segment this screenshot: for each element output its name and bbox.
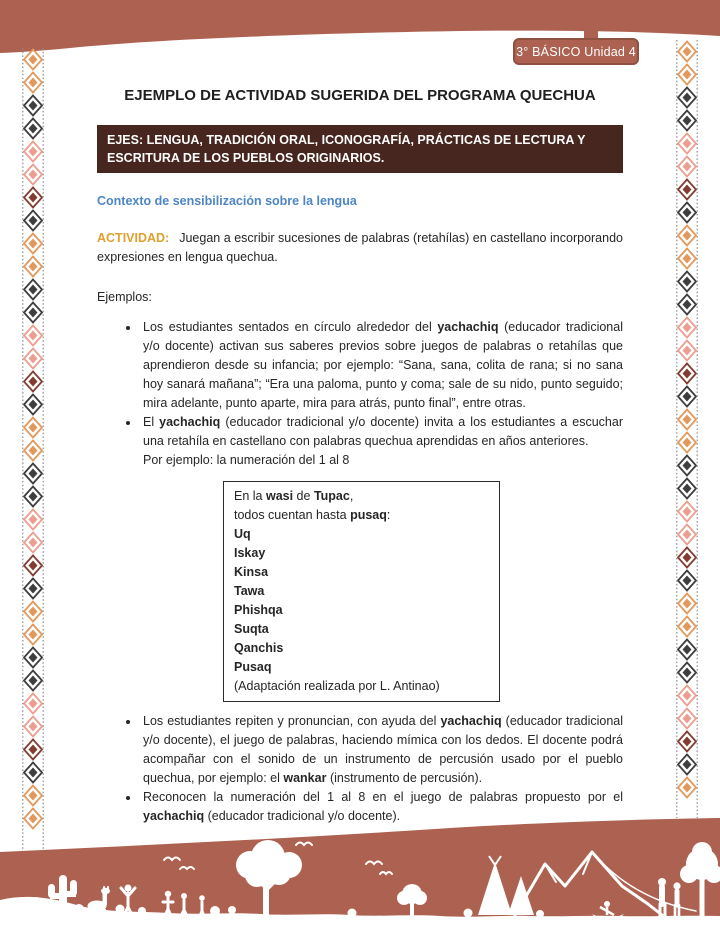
box-line: Phishqa (234, 603, 283, 617)
box-line: Kinsa (234, 565, 269, 579)
box-line: todos cuentan hasta pusaq: (234, 508, 391, 522)
box-line: Tawa (234, 584, 265, 598)
examples-label: Ejemplos: (97, 290, 152, 304)
bullet-item: • Reconocen la numeración del 1 al 8 en el juego de palabras propuesto por el yachachiq (educador tradicional y/o docente). (140, 788, 623, 826)
example-bullet-list (97, 318, 623, 470)
activity-paragraph (97, 229, 623, 267)
box-line: Suqta (234, 622, 269, 636)
example-bullet-list (97, 712, 623, 826)
box-line: En la wasi de Tupac, (234, 489, 354, 503)
quechua-numbers-box (223, 481, 500, 702)
ejes-banner: EJES: LENGUA, TRADICIÓN ORAL, ICONOGRAFÍA, PRÁCTICAS DE LECTURA Y ESCRITURA DE LOS PUEBLOS ORIGINARIOS. (97, 125, 623, 173)
box-line: (Adaptación realizada por L. Antinao) (234, 679, 440, 693)
box-line: Uq (234, 527, 251, 541)
box-line: Pusaq (234, 660, 272, 674)
box-line: Iskay (234, 546, 266, 560)
page-title: EJEMPLO DE ACTIVIDAD SUGERIDA DEL PROGRAMA QUECHUA (124, 87, 596, 104)
unit-label: 3° BÁSICO Unidad 4 (516, 44, 636, 59)
footer-illustration (0, 812, 720, 932)
bullet-item: • Los estudiantes sentados en círculo alrededor del yachachiq (educador tradicional y/o docente) activan sus saberes previos sobre juegos de palabras o retahílas que aprendieron desde su infancia; por ejemplo: “Sana, sana, colita de rana; si no sana hoy sanará mañana”; “Era una paloma, punto y coma; sale de su nido, punto seguido; mira adelante, punto aparte, mira para atrás, punto final”, entre otras. (140, 318, 623, 413)
bullet-item: • El yachachiq (educador tradicional y/o docente) invita a los estudiantes a escuchar una retahíla en castellano con palabras quechua aprendidas en años anteriores. Por ejemplo: la numeración del 1 al 8 (140, 413, 623, 470)
activity-text: Juegan a escribir sucesiones de palabras (retahílas) en castellano incorporando expresiones en lengua quechua. (97, 231, 623, 264)
context-heading: Contexto de sensibilización sobre la lengua (97, 194, 357, 208)
box-line: Qanchis (234, 641, 284, 655)
activity-label: ACTIVIDAD: (97, 231, 170, 245)
bullet-item: • Los estudiantes repiten y pronuncian, con ayuda del yachachiq (educador tradicional y/o docente), el juego de palabras, haciendo mímica con los dedos. El docente podrá acompañar con el sonido de un instrumento de percusión usado por el pueblo quechua, por ejemplo: el wankar (instrumento de percusión). (140, 712, 623, 788)
